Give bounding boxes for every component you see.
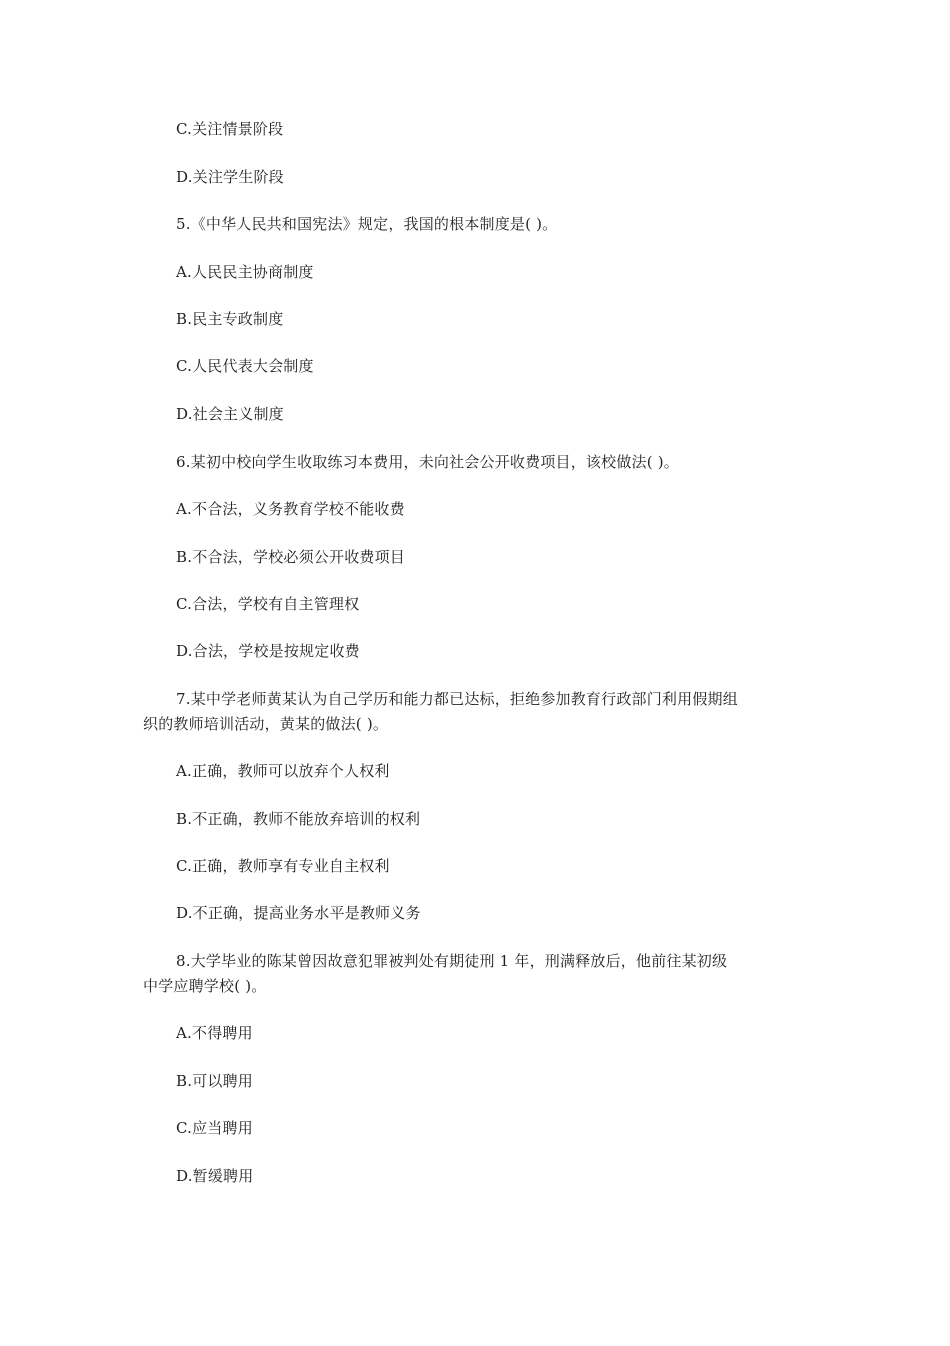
q4-option-c: C.关注情景阶段 xyxy=(176,120,284,138)
q6-option-d: D.合法，学校是按规定收费 xyxy=(176,642,360,660)
q5-option-a: A.人民民主协商制度 xyxy=(176,263,314,281)
q8-option-a: A.不得聘用 xyxy=(176,1024,253,1042)
q6-option-a: A.不合法，义务教育学校不能收费 xyxy=(176,500,405,518)
q8-option-c: C.应当聘用 xyxy=(176,1119,253,1137)
q7-question-line2: 织的教师培训活动，黄某的做法( )。 xyxy=(143,715,389,733)
q8-question-line1: 8.大学毕业的陈某曾因故意犯罪被判处有期徒刑 1 年，刑满释放后，他前往某初级 xyxy=(176,952,728,970)
q7-option-d: D.不正确，提高业务水平是教师义务 xyxy=(176,904,421,922)
q6-question: 6.某初中校向学生收取练习本费用，未向社会公开收费项目，该校做法( )。 xyxy=(176,453,679,471)
q5-question: 5.《中华人民共和国宪法》规定，我国的根本制度是( )。 xyxy=(176,215,558,233)
q7-question-line1: 7.某中学老师黄某认为自己学历和能力都已达标，拒绝参加教育行政部门利用假期组 xyxy=(176,690,738,708)
q7-option-a: A.正确，教师可以放弃个人权利 xyxy=(176,762,390,780)
q8-question-line2: 中学应聘学校( )。 xyxy=(143,977,267,995)
q5-option-c: C.人民代表大会制度 xyxy=(176,357,314,375)
q5-option-b: B.民主专政制度 xyxy=(176,310,284,328)
q7-option-c: C.正确，教师享有专业自主权利 xyxy=(176,857,390,875)
q7-option-b: B.不正确，教师不能放弃培训的权利 xyxy=(176,810,421,828)
q5-option-d: D.社会主义制度 xyxy=(176,405,284,423)
q6-option-c: C.合法，学校有自主管理权 xyxy=(176,595,360,613)
q8-option-d: D.暂缓聘用 xyxy=(176,1167,254,1185)
q8-option-b: B.可以聘用 xyxy=(176,1072,253,1090)
q6-option-b: B.不合法，学校必须公开收费项目 xyxy=(176,548,405,566)
q4-option-d: D.关注学生阶段 xyxy=(176,168,284,186)
